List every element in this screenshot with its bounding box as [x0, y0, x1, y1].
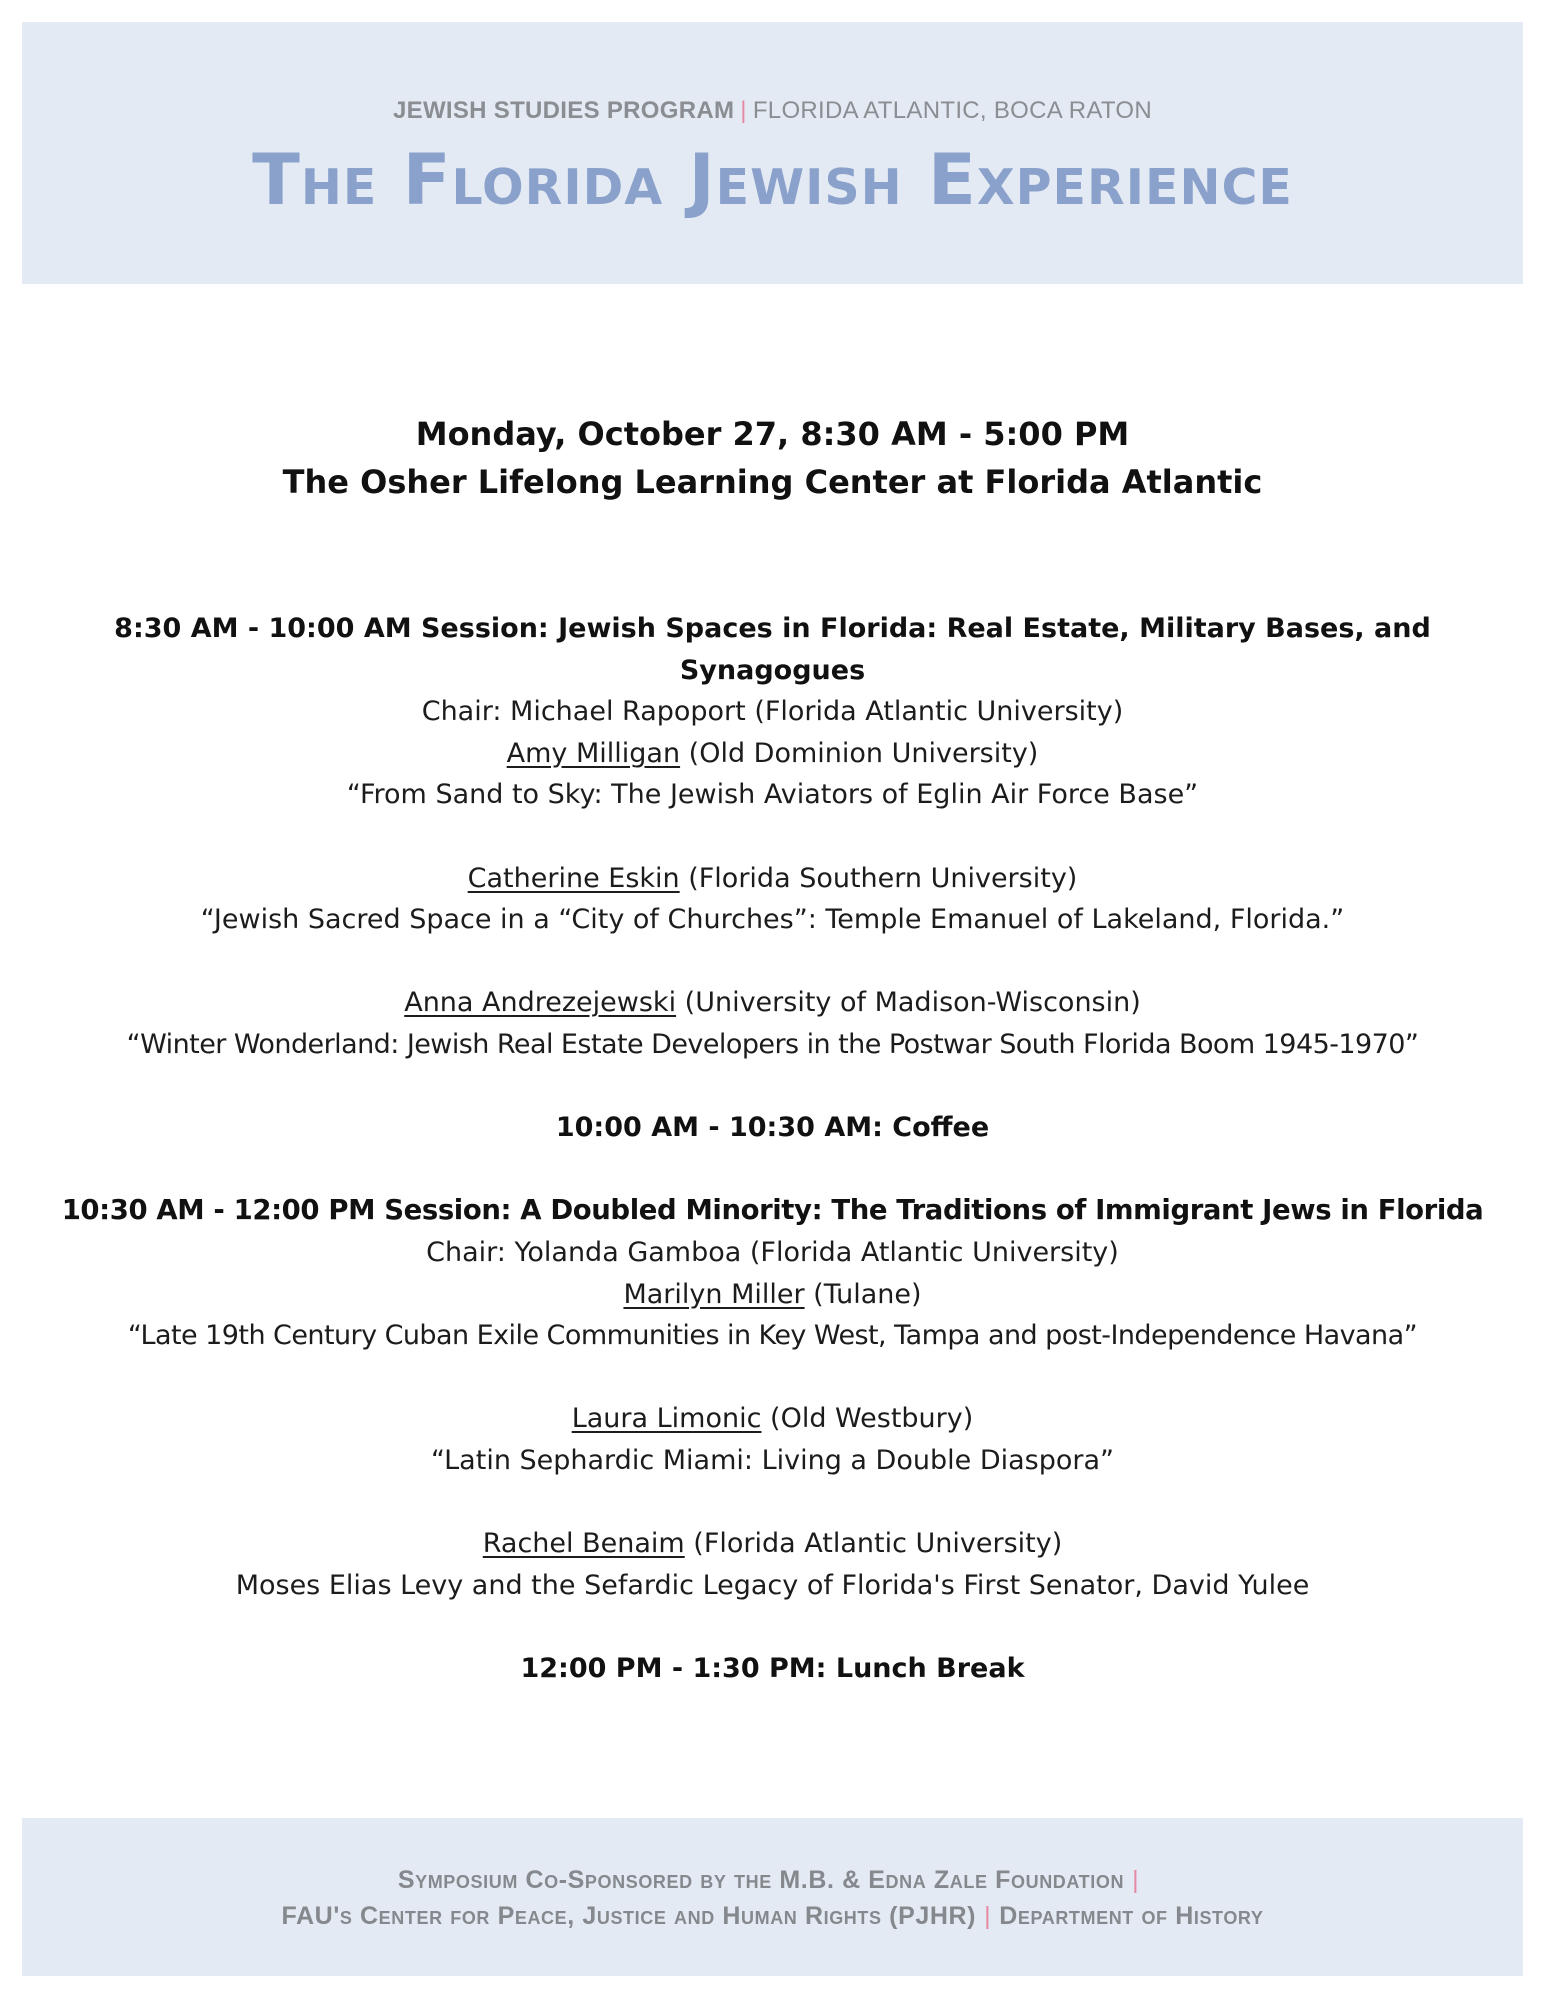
speaker-name-link[interactable]: Rachel Benaim — [482, 1528, 685, 1560]
program-line — [22, 97, 1523, 125]
speaker-affiliation: (Florida Southern University) — [679, 862, 1078, 894]
speaker-name-link[interactable]: Anna Andrezejewski — [404, 987, 677, 1019]
sponsor-line-2 — [22, 1898, 1523, 1934]
talk-speaker — [20, 858, 1525, 900]
speaker-name-link[interactable]: Laura Limonic — [571, 1403, 762, 1435]
event-date-time: Monday, October 27, 8:30 AM - 5:00 PM — [415, 415, 1130, 453]
page-title: The Florida Jewish Experience — [252, 139, 1293, 221]
speaker-affiliation: (Tulane) — [804, 1278, 922, 1310]
session-title: 10:30 AM - 12:00 PM Session: A Doubled Minority: The Traditions of Immigrant Jews in Florida — [61, 1194, 1484, 1227]
spacer — [20, 816, 1525, 858]
program-name: JEWISH STUDIES PROGRAM — [392, 97, 735, 124]
sponsor-history-dept: Department of History — [999, 1902, 1264, 1930]
speaker-affiliation: (Florida Atlantic University) — [684, 1528, 1063, 1560]
spacer — [20, 1149, 1525, 1191]
speaker-name-link[interactable]: Catherine Eskin — [467, 862, 680, 894]
program-location: FLORIDA ATLANTIC, BOCA RATON — [752, 97, 1152, 124]
spacer — [20, 1066, 1525, 1108]
session-1 — [20, 608, 1525, 1066]
talk-speaker — [20, 1398, 1525, 1440]
program-schedule — [20, 608, 1525, 1689]
session-chair: Chair: Michael Rapoport (Florida Atlantic University) — [421, 696, 1124, 728]
event-venue: The Osher Lifelong Learning Center at Florida Atlantic — [282, 463, 1263, 501]
sponsor-line-1 — [22, 1862, 1523, 1898]
coffee-break: 10:00 AM - 10:30 AM: Coffee — [555, 1112, 990, 1144]
session-2 — [20, 1190, 1525, 1606]
spacer — [20, 941, 1525, 983]
talk-speaker — [20, 1523, 1525, 1565]
sponsor-pjhr: FAU's Center for Peace, Justice and Human Rights (PJHR) — [281, 1902, 977, 1930]
talk-title: “Jewish Sacred Space in a “City of Churches”: Temple Emanuel of Lakeland, Florida.” — [200, 904, 1345, 936]
speaker-name-link[interactable]: Amy Milligan — [506, 737, 681, 769]
footer-separator: | — [984, 1902, 992, 1930]
session-title: 8:30 AM - 10:00 AM Session: Jewish Spaces in Florida: Real Estate, Military Bases, and Synagogues — [114, 613, 1431, 686]
header-banner — [22, 22, 1523, 284]
footer-banner — [22, 1818, 1523, 1976]
session-chair: Chair: Yolanda Gamboa (Florida Atlantic University) — [426, 1236, 1119, 1268]
event-info — [0, 410, 1545, 506]
talk-speaker — [20, 982, 1525, 1024]
speaker-affiliation: (Old Dominion University) — [680, 737, 1039, 769]
talk-title: “From Sand to Sky: The Jewish Aviators of Eglin Air Force Base” — [346, 779, 1199, 811]
sponsor-zale-foundation: Symposium Co-Sponsored by the M.B. & Edna Zale Foundation — [397, 1866, 1125, 1894]
footer-separator: | — [1132, 1866, 1140, 1894]
talk-speaker — [20, 733, 1525, 775]
spacer — [20, 1481, 1525, 1523]
spacer — [20, 1606, 1525, 1648]
talk-title: “Winter Wonderland: Jewish Real Estate Developers in the Postwar South Florida Boom 1945-1970” — [126, 1028, 1419, 1060]
header-separator: | — [740, 97, 747, 124]
talk-title: “Latin Sephardic Miami: Living a Double Diaspora” — [430, 1444, 1115, 1476]
talk-speaker — [20, 1274, 1525, 1316]
speaker-affiliation: (University of Madison-Wisconsin) — [676, 987, 1141, 1019]
talk-title: “Late 19th Century Cuban Exile Communities in Key West, Tampa and post-Independence Havana” — [127, 1320, 1418, 1352]
talk-title: Moses Elias Levy and the Sefardic Legacy of Florida's First Senator, David Yulee — [235, 1569, 1310, 1601]
sponsor-lines — [22, 1862, 1523, 1934]
lunch-break: 12:00 PM - 1:30 PM: Lunch Break — [520, 1652, 1025, 1684]
spacer — [20, 1357, 1525, 1399]
speaker-affiliation: (Old Westbury) — [761, 1403, 974, 1435]
speaker-name-link[interactable]: Marilyn Miller — [623, 1278, 805, 1310]
